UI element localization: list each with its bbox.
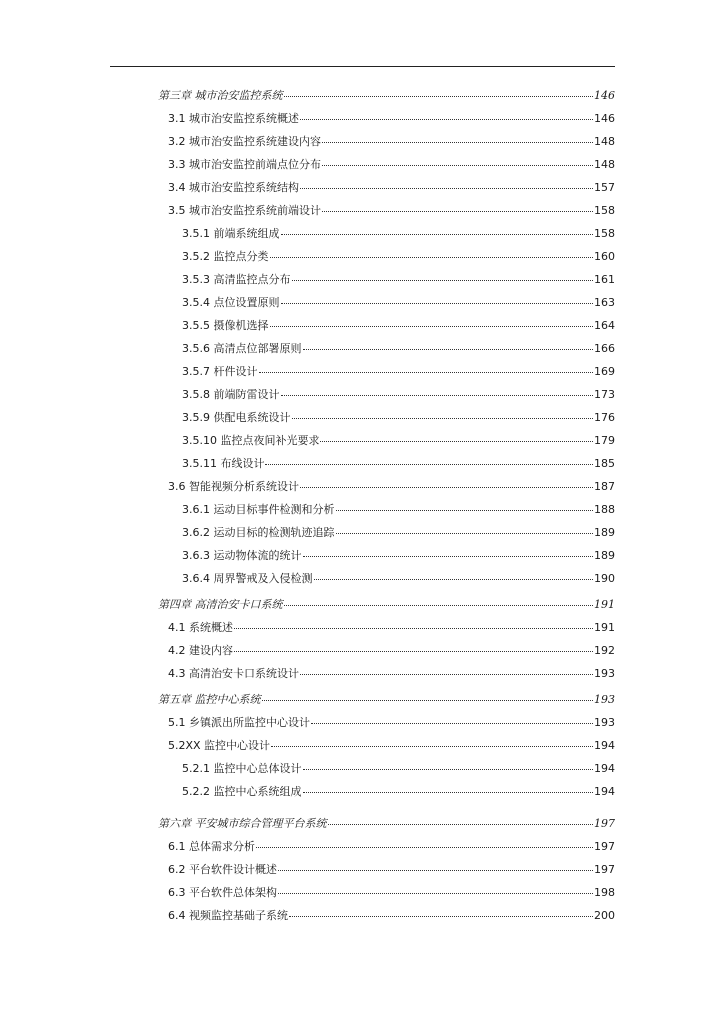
toc-dot-leader <box>322 142 593 143</box>
toc-page-number: 189 <box>594 549 615 562</box>
toc-page-number: 173 <box>594 388 615 401</box>
toc-dot-leader <box>303 349 594 350</box>
toc-section-entry[interactable] <box>182 250 615 264</box>
toc-entry-title: 3.6.2 运动目标的检测轨迹追踪 <box>182 526 335 539</box>
toc-dot-leader <box>281 234 594 235</box>
toc-section-entry[interactable] <box>168 667 615 681</box>
toc-page-number: 146 <box>594 89 615 102</box>
toc-page-number: 194 <box>594 785 615 798</box>
toc-page-number: 163 <box>594 296 615 309</box>
toc-chapter-entry[interactable] <box>158 598 615 612</box>
toc-dot-leader <box>311 723 593 724</box>
toc-section-entry[interactable] <box>182 549 615 563</box>
toc-page-number: 157 <box>594 181 615 194</box>
toc-section-entry[interactable] <box>182 762 615 776</box>
toc-page-number: 158 <box>594 204 615 217</box>
toc-entry-title: 3.6.1 运动目标事件检测和分析 <box>182 503 335 516</box>
toc-dot-leader <box>284 605 594 606</box>
toc-section-entry[interactable] <box>168 716 615 730</box>
toc-entry-title: 3.6 智能视频分析系统设计 <box>168 480 299 493</box>
toc-page-number: 198 <box>594 886 615 899</box>
toc-section-entry[interactable] <box>168 621 615 635</box>
toc-dot-leader <box>322 165 593 166</box>
toc-section-entry[interactable] <box>182 365 615 379</box>
toc-entry-title: 3.5.3 高清监控点分布 <box>182 273 291 286</box>
toc-entry-title: 3.5.9 供配电系统设计 <box>182 411 291 424</box>
toc-section-entry[interactable] <box>182 411 615 425</box>
toc-entry-title: 3.5.1 前端系统组成 <box>182 227 280 240</box>
toc-page-number: 176 <box>594 411 615 424</box>
toc-page-number: 188 <box>594 503 615 516</box>
toc-section-entry[interactable] <box>168 909 615 923</box>
toc-entry-title: 3.5.8 前端防雷设计 <box>182 388 280 401</box>
toc-dot-leader <box>265 464 593 465</box>
toc-dot-leader <box>270 257 594 258</box>
toc-dot-leader <box>284 96 594 97</box>
toc-entry-title: 6.2 平台软件设计概述 <box>168 863 277 876</box>
toc-page-number: 148 <box>594 158 615 171</box>
toc-section-entry[interactable] <box>168 886 615 900</box>
toc-page-number: 190 <box>594 572 615 585</box>
toc-section-entry[interactable] <box>182 227 615 241</box>
toc-dot-leader <box>292 418 594 419</box>
toc-section-entry[interactable] <box>182 273 615 287</box>
toc-page-number: 169 <box>594 365 615 378</box>
toc-dot-leader <box>259 372 594 373</box>
toc-dot-leader <box>322 211 593 212</box>
toc-dot-leader <box>303 556 594 557</box>
toc-section-entry[interactable] <box>168 204 615 218</box>
toc-entry-title: 4.2 建设内容 <box>168 644 233 657</box>
toc-entry-title: 6.4 视频监控基础子系统 <box>168 909 288 922</box>
toc-dot-leader <box>271 746 593 747</box>
toc-section-entry[interactable] <box>168 840 615 854</box>
toc-page-number: 166 <box>594 342 615 355</box>
toc-section-entry[interactable] <box>168 181 615 195</box>
toc-entry-title: 3.5.5 摄像机选择 <box>182 319 269 332</box>
toc-dot-leader <box>281 395 594 396</box>
toc-chapter-entry[interactable] <box>158 693 615 707</box>
toc-entry-title: 3.5.6 高清点位部署原则 <box>182 342 302 355</box>
toc-dot-leader <box>278 870 593 871</box>
toc-page-number: 197 <box>594 863 615 876</box>
toc-page-number: 148 <box>594 135 615 148</box>
toc-section-entry[interactable] <box>182 503 615 517</box>
toc-entry-title: 3.3 城市治安监控前端点位分布 <box>168 158 321 171</box>
toc-dot-leader <box>303 769 594 770</box>
toc-section-entry[interactable] <box>182 785 615 799</box>
toc-page-number: 197 <box>594 840 615 853</box>
toc-page-number: 192 <box>594 644 615 657</box>
toc-page-number: 164 <box>594 319 615 332</box>
toc-section-entry[interactable] <box>168 158 615 172</box>
toc-entry-title: 3.6.4 周界警戒及入侵检测 <box>182 572 313 585</box>
toc-entry-title: 3.5.11 布线设计 <box>182 457 265 470</box>
toc-entry-title: 4.3 高清治安卡口系统设计 <box>168 667 299 680</box>
toc-entry-title: 3.5 城市治安监控系统前端设计 <box>168 204 321 217</box>
toc-section-entry[interactable] <box>168 112 615 126</box>
toc-section-entry[interactable] <box>182 388 615 402</box>
toc-dot-leader <box>336 510 594 511</box>
toc-page-number: 187 <box>594 480 615 493</box>
toc-page-number: 194 <box>594 762 615 775</box>
toc-page-number: 158 <box>594 227 615 240</box>
toc-dot-leader <box>314 579 594 580</box>
toc-page-number: 200 <box>594 909 615 922</box>
toc-entry-title: 第五章 监控中心系统 <box>158 693 261 706</box>
toc-page-number: 191 <box>594 598 615 611</box>
toc-dot-leader <box>234 628 593 629</box>
toc-entry-title: 3.1 城市治安监控系统概述 <box>168 112 299 125</box>
toc-entry-title: 第四章 高清治安卡口系统 <box>158 598 283 611</box>
toc-page-number: 193 <box>594 716 615 729</box>
toc-dot-leader <box>256 847 593 848</box>
toc-page-number: 193 <box>594 667 615 680</box>
toc-dot-leader <box>300 674 593 675</box>
toc-entry-title: 3.5.4 点位设置原则 <box>182 296 280 309</box>
toc-section-entry[interactable] <box>182 319 615 333</box>
toc-section-entry[interactable] <box>182 526 615 540</box>
toc-page-number: 197 <box>594 817 615 830</box>
toc-page-number: 179 <box>594 434 615 447</box>
toc-section-entry[interactable] <box>168 863 615 877</box>
header-rule <box>110 66 615 67</box>
toc-section-entry[interactable] <box>182 457 615 471</box>
toc-dot-leader <box>320 441 593 442</box>
toc-entry-title: 6.1 总体需求分析 <box>168 840 255 853</box>
toc-page-number: 161 <box>594 273 615 286</box>
toc-section-entry[interactable] <box>168 480 615 494</box>
toc-section-entry[interactable] <box>168 644 615 658</box>
toc-page-number: 191 <box>594 621 615 634</box>
toc-dot-leader <box>281 303 594 304</box>
toc-page-number: 194 <box>594 739 615 752</box>
toc-entry-title: 3.5.7 杆件设计 <box>182 365 258 378</box>
toc-dot-leader <box>328 824 594 825</box>
toc-page-number: 185 <box>594 457 615 470</box>
toc-entry-title: 3.2 城市治安监控系统建设内容 <box>168 135 321 148</box>
toc-entry-title: 第六章 平安城市综合管理平台系统 <box>158 817 327 830</box>
toc-entry-title: 5.2.2 监控中心系统组成 <box>182 785 302 798</box>
toc-entry-title: 3.5.10 监控点夜间补光要求 <box>182 434 320 447</box>
toc-entry-title: 5.2.1 监控中心总体设计 <box>182 762 302 775</box>
toc-page-number: 189 <box>594 526 615 539</box>
toc-entry-title: 第三章 城市治安监控系统 <box>158 89 283 102</box>
toc-section-entry[interactable] <box>182 572 615 586</box>
toc-entry-title: 3.5.2 监控点分类 <box>182 250 269 263</box>
toc-chapter-entry[interactable] <box>158 89 615 103</box>
toc-entry-title: 3.6.3 运动物体流的统计 <box>182 549 302 562</box>
toc-dot-leader <box>270 326 594 327</box>
toc-dot-leader <box>234 651 593 652</box>
toc-entry-title: 5.2XX 监控中心设计 <box>168 739 271 752</box>
toc-dot-leader <box>300 487 593 488</box>
toc-page-number: 146 <box>594 112 615 125</box>
toc-section-entry[interactable] <box>182 434 615 448</box>
toc-section-entry[interactable] <box>168 135 615 149</box>
toc-entry-title: 4.1 系统概述 <box>168 621 233 634</box>
toc-dot-leader <box>300 188 593 189</box>
toc-dot-leader <box>303 792 594 793</box>
toc-entry-title: 6.3 平台软件总体架构 <box>168 886 277 899</box>
toc-chapter-entry[interactable] <box>158 817 615 831</box>
toc-section-entry[interactable] <box>182 296 615 310</box>
toc-dot-leader <box>262 700 594 701</box>
toc-page-number: 193 <box>594 693 615 706</box>
toc-section-entry[interactable] <box>168 739 615 753</box>
toc-dot-leader <box>292 280 594 281</box>
toc-dot-leader <box>278 893 593 894</box>
toc-dot-leader <box>289 916 593 917</box>
toc-dot-leader <box>336 533 594 534</box>
toc-entry-title: 5.1 乡镇派出所监控中心设计 <box>168 716 310 729</box>
toc-page-number: 160 <box>594 250 615 263</box>
toc-dot-leader <box>300 119 593 120</box>
toc-entry-title: 3.4 城市治安监控系统结构 <box>168 181 299 194</box>
toc-section-entry[interactable] <box>182 342 615 356</box>
